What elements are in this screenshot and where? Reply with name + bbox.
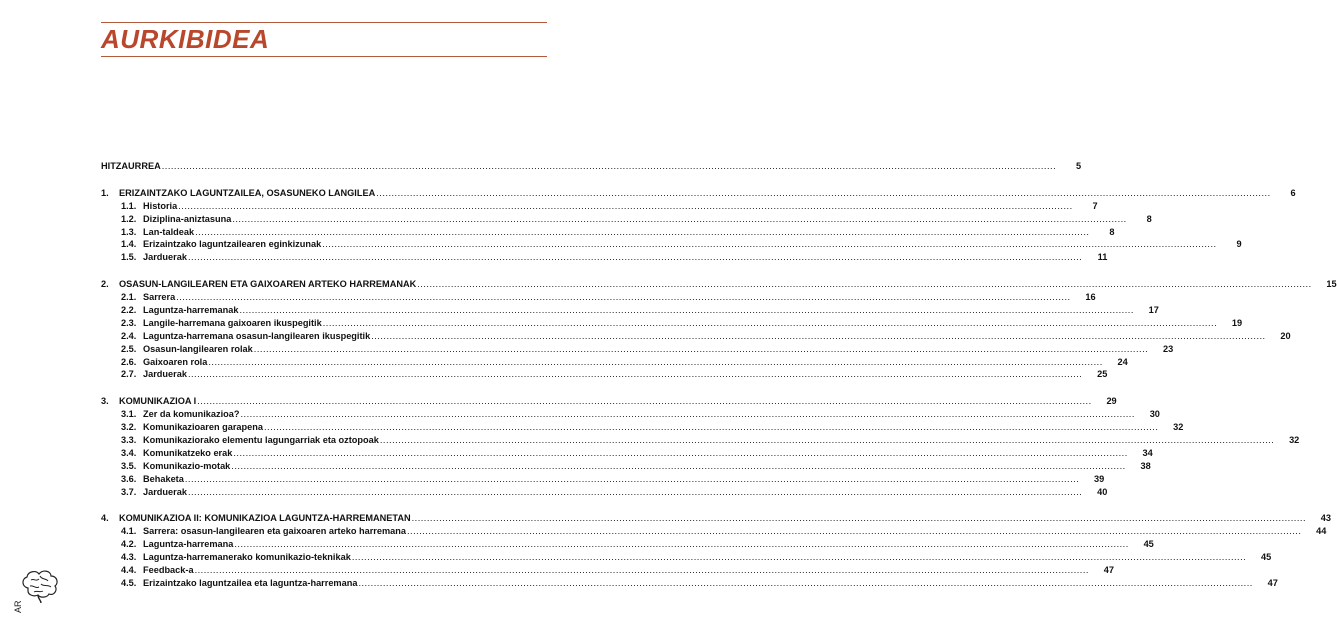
toc-number: 2.2. (121, 305, 137, 316)
toc-page-number: 38 (1140, 460, 1151, 471)
dot-leader (239, 304, 1133, 317)
toc-page-number: 44 (1316, 526, 1327, 537)
toc-section[interactable] (101, 486, 1108, 499)
toc-number: 3.1. (121, 409, 137, 420)
dot-leader (231, 460, 1125, 473)
toc-section[interactable] (101, 447, 1153, 460)
toc-page-number: 39 (1094, 473, 1105, 484)
toc-number: 3. (101, 396, 109, 407)
toc-label: Gaixoaren rola (143, 356, 208, 367)
dot-leader (188, 368, 1082, 381)
dot-leader (376, 187, 1270, 200)
toc-label: ERIZAINTZAKO LAGUNTZAILEA, OSASUNEKO LANGILEA (119, 187, 376, 198)
toc-page-number: 23 (1162, 343, 1174, 354)
dot-leader (234, 538, 1128, 551)
toc-page-number: 32 (1173, 422, 1184, 433)
toc-section[interactable] (101, 564, 1114, 577)
toc-label: Diziplina-aniztasuna (143, 213, 232, 224)
toc-number: 3.4. (121, 447, 137, 458)
toc-page-number: 9 (1236, 239, 1242, 250)
toc-page-number: 17 (1148, 305, 1159, 316)
toc-section[interactable] (101, 238, 1242, 251)
dot-leader (197, 395, 1091, 408)
toc-number: 3.6. (121, 473, 137, 484)
toc-label: Lan-taldeak (143, 226, 195, 237)
toc-section[interactable] (101, 538, 1154, 551)
toc-page-number: 45 (1261, 552, 1272, 563)
dot-leader (412, 512, 1306, 525)
toc-label: Komunikazioaren garapena (143, 422, 263, 433)
toc-number: 4.5. (121, 577, 137, 588)
toc-page-number: 20 (1280, 330, 1291, 341)
toc-label: Erizaintzako laguntzailea eta laguntza-harremana (143, 577, 358, 588)
toc-number: 3.7. (121, 486, 137, 497)
toc-section[interactable] (101, 460, 1151, 473)
toc-number: 2.4. (121, 330, 137, 341)
toc-section[interactable] (101, 226, 1115, 239)
toc-page-number: 7 (1092, 200, 1098, 211)
toc-chapter[interactable] (101, 512, 1332, 525)
dot-leader (233, 447, 1127, 460)
toc-chapter[interactable] (101, 187, 1296, 200)
toc-page-number: 16 (1085, 292, 1096, 303)
toc-label: Komunikaziorako elementu lagungarriak eta oztopoak (143, 435, 379, 446)
toc-page-number: 30 (1149, 409, 1160, 420)
toc-section[interactable] (101, 317, 1243, 330)
logo-text: AR (13, 600, 23, 613)
toc-page-number: 8 (1109, 226, 1115, 237)
toc-label: Jarduerak (143, 486, 187, 497)
toc-number: 3.2. (121, 422, 137, 433)
toc-label: KOMUNIKAZIOA II: KOMUNIKAZIOA LAGUNTZA-HARREMANETAN (119, 513, 411, 524)
toc-spacer (101, 264, 547, 278)
dot-leader (323, 317, 1217, 330)
toc-page-number: 29 (1106, 396, 1117, 407)
publisher-logo (13, 566, 64, 615)
dot-leader (264, 421, 1158, 434)
dot-leader (188, 251, 1082, 264)
dot-leader (352, 551, 1246, 564)
toc-label: KOMUNIKAZIOA I (119, 396, 197, 407)
toc-spacer (101, 498, 547, 512)
toc-number: 2.5. (121, 343, 137, 354)
toc-label: Komunikazio-motak (143, 460, 231, 471)
toc-label: Behaketa (143, 473, 184, 484)
toc-number: 1.1. (121, 200, 137, 211)
toc-label: Osasun-langilearen rolak (143, 343, 253, 354)
dot-leader (358, 577, 1252, 590)
toc-label: Jarduerak (143, 252, 187, 263)
toc-chapter[interactable] (101, 160, 1082, 173)
toc-number: 4. (101, 513, 109, 524)
toc-section[interactable] (101, 330, 1291, 343)
toc-number: 1.2. (121, 213, 137, 224)
toc-label: Laguntza-harremanerako komunikazio-teknikak (143, 552, 351, 563)
dot-leader (185, 473, 1079, 486)
toc-spacer (101, 173, 547, 187)
toc-section[interactable] (101, 304, 1159, 317)
toc-label: Historia (143, 200, 178, 211)
dot-leader (241, 408, 1135, 421)
top-rule (101, 22, 547, 23)
brain-icon (13, 566, 64, 615)
page-title: AURKIBIDEA (101, 24, 270, 54)
toc-label: OSASUN-LANGILEAREN ETA GAIXOAREN ARTEKO HARREMANAK (119, 279, 417, 290)
toc-spacer (101, 381, 547, 395)
toc-page-number: 6 (1290, 187, 1296, 198)
toc-section[interactable] (101, 434, 1300, 447)
dot-leader (254, 343, 1148, 356)
toc-number: 4.3. (121, 552, 137, 563)
toc-number: 2.6. (121, 356, 137, 367)
toc-section[interactable] (101, 291, 1096, 304)
toc-number: 1.3. (121, 226, 137, 237)
toc-label: Erizaintzako laguntzailearen eginkizunak (143, 239, 322, 250)
toc-number: 3.5. (121, 460, 137, 471)
toc-label: HITZAURREA (101, 161, 161, 171)
table-of-contents (101, 160, 1337, 590)
toc-section[interactable] (101, 343, 1174, 356)
toc-number: 2.1. (121, 292, 137, 303)
dot-leader (162, 160, 1056, 173)
toc-label: Zer da komunikazioa? (143, 409, 240, 420)
toc-page-number: 47 (1267, 577, 1278, 588)
toc-page-number: 40 (1097, 486, 1108, 497)
toc-section[interactable] (101, 525, 1327, 538)
toc-chapter[interactable] (101, 278, 1337, 291)
toc-number: 3.3. (121, 435, 137, 446)
toc-label: Komunikatzeko erak (143, 447, 233, 458)
toc-page-number: 34 (1142, 447, 1153, 458)
dot-leader (195, 226, 1089, 239)
toc-label: Jarduerak (143, 369, 187, 380)
toc-number: 1.4. (121, 239, 137, 250)
toc-page-number: 5 (1076, 161, 1082, 171)
toc-page-number: 24 (1117, 356, 1128, 367)
toc-page-number: 19 (1231, 317, 1243, 328)
toc-number: 2.3. (121, 317, 137, 328)
toc-number: 2. (101, 279, 109, 290)
dot-leader (371, 330, 1265, 343)
dot-leader (322, 238, 1216, 251)
toc-section[interactable] (101, 421, 1184, 434)
toc-label: Langile-harremana gaixoaren ikuspegitik (143, 317, 322, 328)
toc-number: 2.7. (121, 369, 137, 380)
toc-section[interactable] (101, 368, 1108, 381)
dot-leader (407, 525, 1301, 538)
toc-chapter[interactable] (101, 395, 1117, 408)
dot-leader (232, 213, 1126, 226)
toc-page-number: 8 (1146, 213, 1152, 224)
dot-leader (195, 564, 1089, 577)
toc-section[interactable] (101, 408, 1160, 421)
toc-label: Laguntza-harremanak (143, 305, 239, 316)
toc-section[interactable] (101, 473, 1105, 486)
toc-label: Laguntza-harremana osasun-langilearen ikuspegitik (143, 330, 371, 341)
toc-number: 4.2. (121, 539, 137, 550)
toc-page-number: 25 (1097, 369, 1108, 380)
dot-leader (208, 356, 1102, 369)
dot-leader (380, 434, 1274, 447)
toc-section[interactable] (101, 551, 1272, 564)
title-underline (101, 56, 547, 57)
toc-page-number: 47 (1103, 565, 1114, 576)
toc-number: 1. (101, 187, 109, 198)
toc-page-number: 32 (1289, 435, 1300, 446)
toc-section[interactable] (101, 577, 1278, 590)
toc-page-number: 11 (1097, 252, 1108, 263)
toc-number: 4.4. (121, 565, 137, 576)
toc-page-number: 45 (1143, 539, 1154, 550)
toc-label: Laguntza-harremana (143, 539, 234, 550)
toc-label: Feedback-a (143, 565, 194, 576)
toc-section[interactable] (101, 200, 1098, 213)
toc-number: 4.1. (121, 526, 137, 537)
toc-page-number: 43 (1320, 513, 1332, 524)
toc-label: Sarrera (143, 292, 176, 303)
dot-leader (417, 278, 1311, 291)
dot-leader (178, 200, 1072, 213)
toc-section[interactable] (101, 251, 1108, 264)
toc-page-number: 15 (1326, 279, 1337, 290)
toc-section[interactable] (101, 356, 1128, 369)
toc-section[interactable] (101, 213, 1152, 226)
dot-leader (188, 486, 1082, 499)
dot-leader (176, 291, 1070, 304)
toc-number: 1.5. (121, 252, 137, 263)
toc-label: Sarrera: osasun-langilearen eta gaixoaren arteko harremana (143, 526, 406, 537)
